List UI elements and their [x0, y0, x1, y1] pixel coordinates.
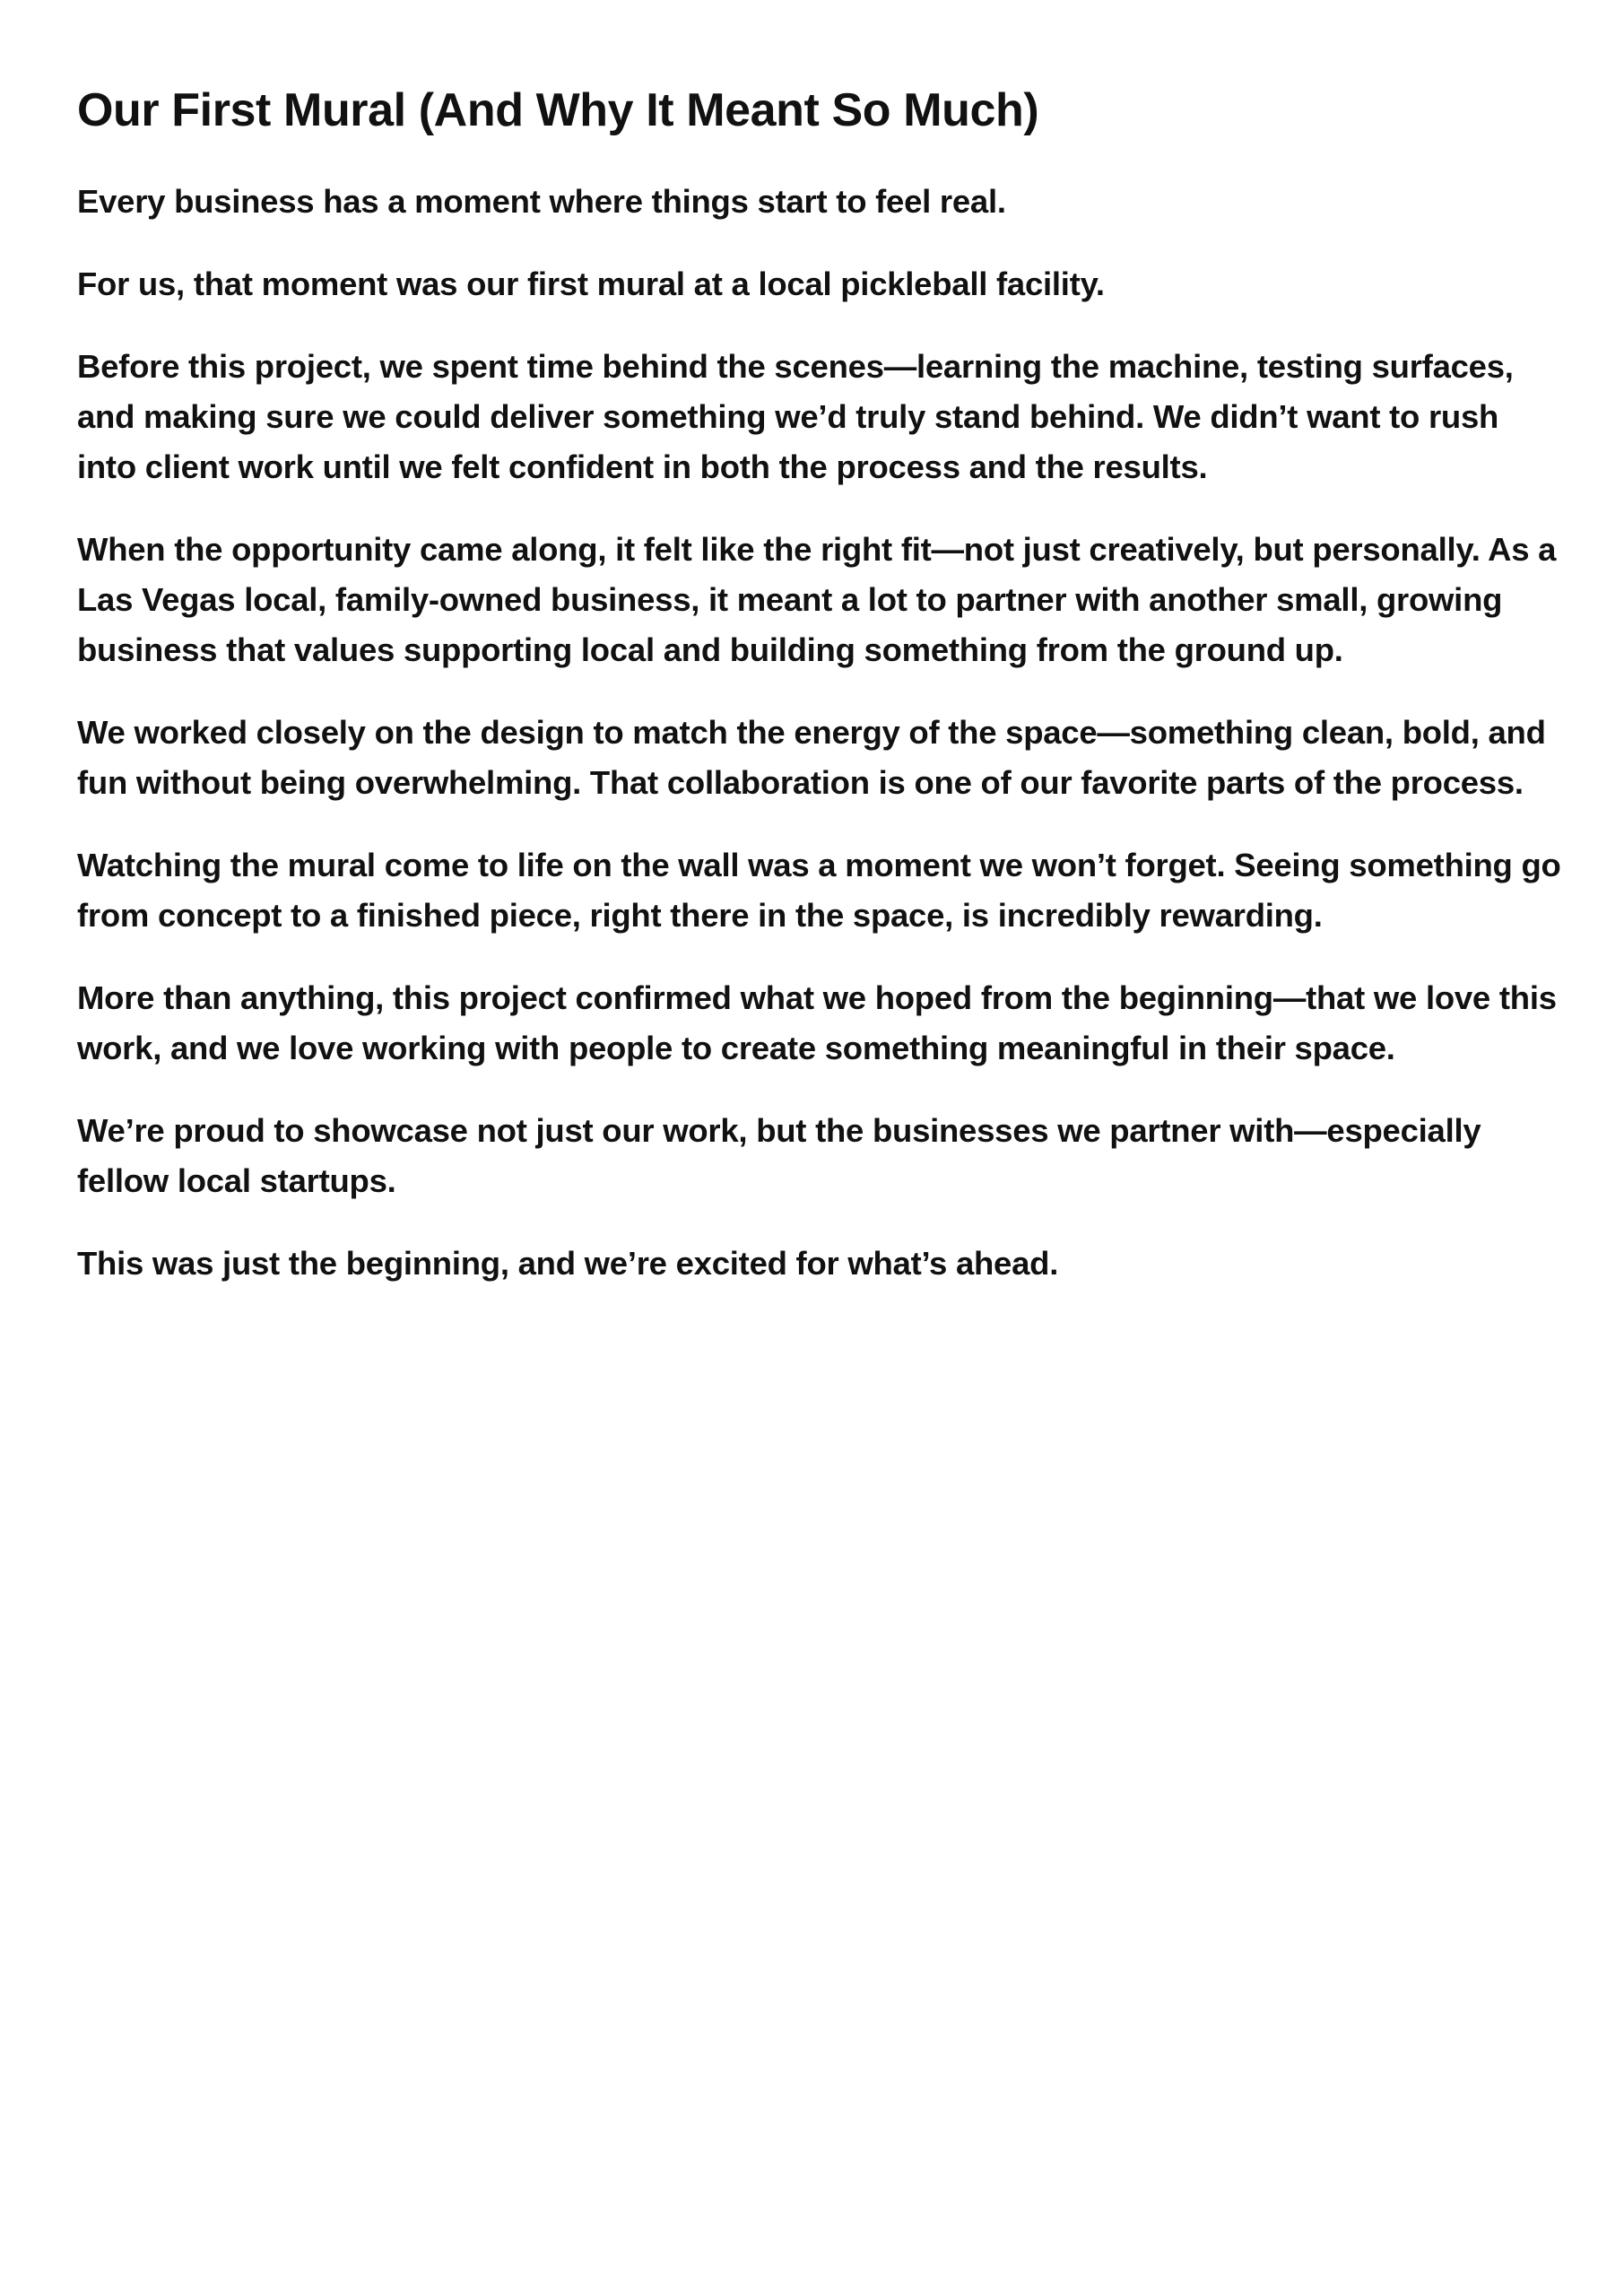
paragraph-7: More than anything, this project confirmed what we hoped from the beginning—that we love this work, and we love working with people to create something meaningful in their space.	[77, 979, 1557, 1066]
paragraph-3: Before this project, we spent time behind the scenes—learning the machine, testing surfaces, and making sure we could deliver something we’d truly stand behind. We didn’t want to rush into client work until we felt confident in both the process and the results.	[77, 348, 1514, 485]
paragraph-4: When the opportunity came along, it felt like the right fit—not just creatively, but personally. As a Las Vegas local, family-owned business, it meant a lot to partner with another small, growing business that values supporting local and building something from the ground up.	[77, 531, 1557, 668]
paragraph-1: Every business has a moment where things start to feel real.	[77, 183, 1006, 220]
paragraph-5: We worked closely on the design to match the energy of the space—something clean, bold, and fun without being overwhelming. That collaboration is one of our favorite parts of the process.	[77, 714, 1546, 801]
paragraph-2: For us, that moment was our first mural at a local pickleball facility.	[77, 265, 1105, 302]
paragraph-9: This was just the beginning, and we’re excited for what’s ahead.	[77, 1245, 1059, 1282]
paragraph-8: We’re proud to showcase not just our work, but the businesses we partner with—especially fellow local startups.	[77, 1112, 1481, 1199]
page-title: Our First Mural (And Why It Meant So Much)	[77, 84, 1039, 136]
article	[77, 79, 1566, 1321]
paragraph-6: Watching the mural come to life on the wall was a moment we won’t forget. Seeing something go from concept to a finished piece, right there in the space, is incredibly rewarding.	[77, 847, 1561, 934]
